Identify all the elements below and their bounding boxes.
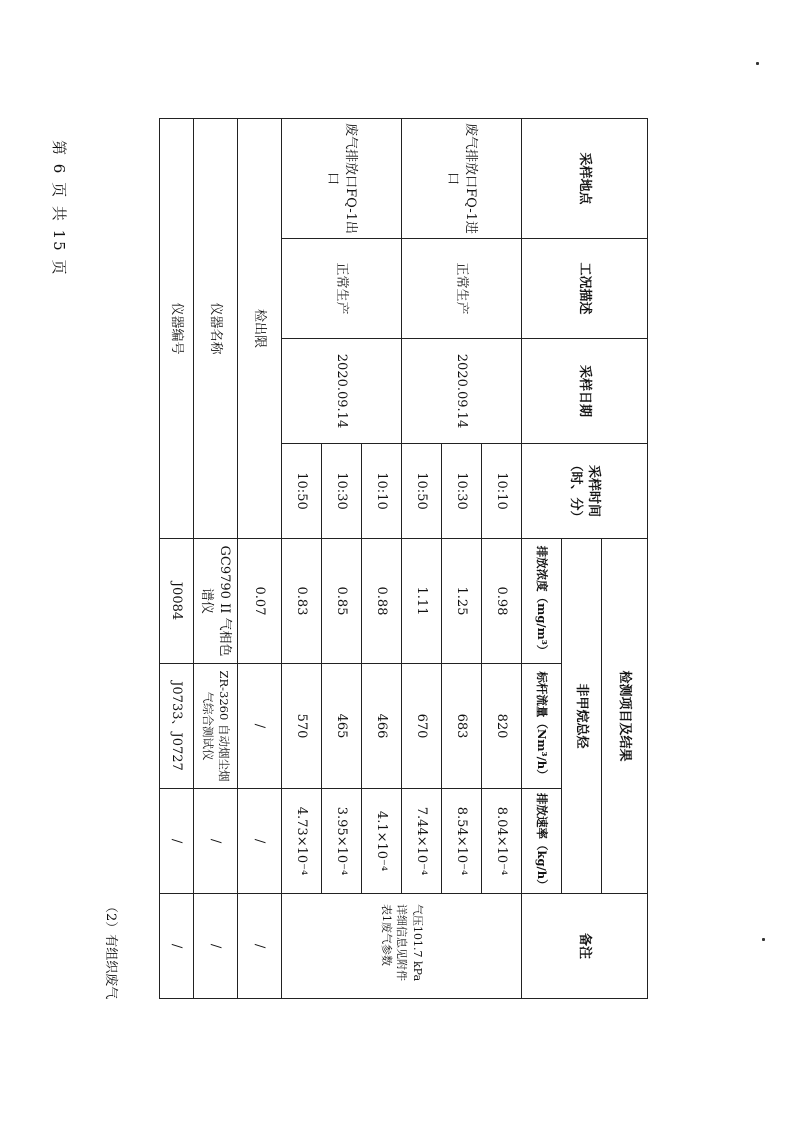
header-sampling-date: 采样日期 (522, 339, 648, 444)
row-location: 废气排放口FQ-1进口 (402, 119, 522, 239)
row-concentration: 0.98 (482, 539, 522, 664)
row-rate: 8.04×10⁻⁴ (482, 789, 522, 894)
row-time: 10:10 (362, 444, 402, 539)
row-concentration: 1.11 (402, 539, 442, 664)
row-concentration: 0.85 (322, 539, 362, 664)
instrument-id-row (160, 119, 194, 999)
results-table-rotated (160, 118, 648, 998)
table-row (362, 119, 402, 999)
header-rate: 排放速率（kg/h） (522, 789, 562, 894)
table-row (482, 119, 522, 999)
instrument-name-label: 仪器名称 (194, 119, 238, 539)
scan-speck (756, 62, 759, 65)
row-flow: 465 (322, 664, 362, 789)
row-condition: 正常生产 (282, 239, 402, 339)
detection-limit-remarks: / (238, 894, 282, 999)
instrument-id-remarks: / (160, 894, 194, 999)
instrument-name-remarks: / (194, 894, 238, 999)
row-flow: 670 (402, 664, 442, 789)
row-time: 10:30 (442, 444, 482, 539)
header-sampling-time: 采样时间（时、分） (522, 444, 648, 539)
header-concentration: 排放浓度（mg/m³） (522, 539, 562, 664)
row-date: 2020.09.14 (402, 339, 522, 444)
row-time: 10:30 (322, 444, 362, 539)
header-flow: 标杆流量（Nm³/h） (522, 664, 562, 789)
row-concentration: 0.83 (282, 539, 322, 664)
instrument-id-concentration: J0084 (160, 539, 194, 664)
row-concentration: 0.88 (362, 539, 402, 664)
results-table-container (160, 118, 648, 998)
detection-limit-row (238, 119, 282, 999)
row-time: 10:10 (482, 444, 522, 539)
row-flow: 820 (482, 664, 522, 789)
header-remarks: 备注 (522, 894, 648, 999)
row-rate: 8.54×10⁻⁴ (442, 789, 482, 894)
detection-limit-rate: / (238, 789, 282, 894)
row-condition: 正常生产 (402, 239, 522, 339)
row-flow: 683 (442, 664, 482, 789)
row-rate: 3.95×10⁻⁴ (322, 789, 362, 894)
header-sampling-location: 采样地点 (522, 119, 648, 239)
row-time: 10:50 (402, 444, 442, 539)
header-results-group: 检测项目及结果 (602, 539, 648, 894)
row-location: 废气排放口FQ-1出口 (282, 119, 402, 239)
row-concentration: 1.25 (442, 539, 482, 664)
instrument-name-flow: ZR-3260 自动烟尘烟气综合测试仪 (194, 664, 238, 789)
detection-limit-label: 检出限 (238, 119, 282, 539)
remarks-note: 气压101.7 kPa 详细信息见附件表1废气参数 (282, 894, 522, 999)
row-rate: 4.1×10⁻⁴ (362, 789, 402, 894)
header-condition: 工况描述 (522, 239, 648, 339)
row-date: 2020.09.14 (282, 339, 402, 444)
section-title: （2）有组织废气 (103, 900, 118, 1000)
row-flow: 570 (282, 664, 322, 789)
detection-limit-flow: / (238, 664, 282, 789)
page-number: 第 6 页 共 15 页 (50, 140, 68, 277)
instrument-name-concentration: GC9790 II 气相色谱仪 (194, 539, 238, 664)
row-rate: 7.44×10⁻⁴ (402, 789, 442, 894)
instrument-id-rate: / (160, 789, 194, 894)
scan-speck (762, 938, 765, 941)
detection-limit-concentration: 0.07 (238, 539, 282, 664)
instrument-name-rate: / (194, 789, 238, 894)
row-flow: 466 (362, 664, 402, 789)
results-table (159, 118, 648, 999)
row-time: 10:50 (282, 444, 322, 539)
instrument-id-flow: J0733、J0727 (160, 664, 194, 789)
instrument-id-label: 仪器编号 (160, 119, 194, 539)
header-pollutant: 非甲烷总烃 (562, 539, 602, 894)
instrument-name-row (194, 119, 238, 999)
row-rate: 4.73×10⁻⁴ (282, 789, 322, 894)
